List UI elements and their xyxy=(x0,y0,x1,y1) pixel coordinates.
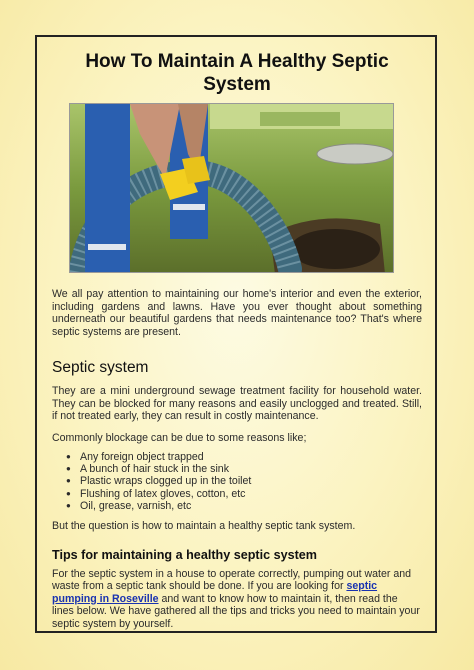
list-item: ● A bunch of hair stuck in the sink xyxy=(80,463,422,475)
septic-description-paragraph: They are a mini underground sewage treatment facility for household water. They can be blocked for many reasons and easily unclogged and treated. Still, if not treated early, they can result in costly maintenance. xyxy=(52,385,422,422)
list-item: ● Plastic wraps clogged up in the toilet xyxy=(80,475,422,487)
tips-text-before-link: For the septic system in a house to operate correctly, pumping out water and waste from a septic tank should be done. If you are looking for xyxy=(52,567,411,593)
question-paragraph: But the question is how to maintain a healthy septic tank system. xyxy=(52,520,356,533)
intro-paragraph: We all pay attention to maintaining our home's interior and even the exterior, including gardens and lawns. Have you ever thought about something underneath our beautiful gardens that needs maintenance too? That's where septic systems are present. xyxy=(52,288,422,338)
list-item: ● Flushing of latex gloves, cotton, etc xyxy=(80,488,422,500)
tips-paragraph xyxy=(52,568,422,631)
blockage-intro-paragraph: Commonly blockage can be due to some reasons like; xyxy=(52,431,307,444)
septic-pumping-roseville-link[interactable]: septic pumping in Roseville xyxy=(52,580,378,605)
septic-hose-photo xyxy=(69,103,394,273)
article-body xyxy=(52,288,422,630)
list-item: ● Any foreign object trapped xyxy=(80,451,422,463)
blockage-causes-list xyxy=(52,451,422,512)
section-heading-tips: Tips for maintaining a healthy septic system xyxy=(52,547,318,562)
section-heading-septic-system: Septic system xyxy=(52,359,149,376)
page-title: How To Maintain A Healthy Septic System xyxy=(85,51,389,95)
tips-text-after-link: and want to know how to maintain it, then read the lines below. We have gathered all the tips and tricks you need to maintain your septic system by yourself. xyxy=(52,592,420,630)
list-item: ● Oil, grease, varnish, etc xyxy=(80,500,422,512)
